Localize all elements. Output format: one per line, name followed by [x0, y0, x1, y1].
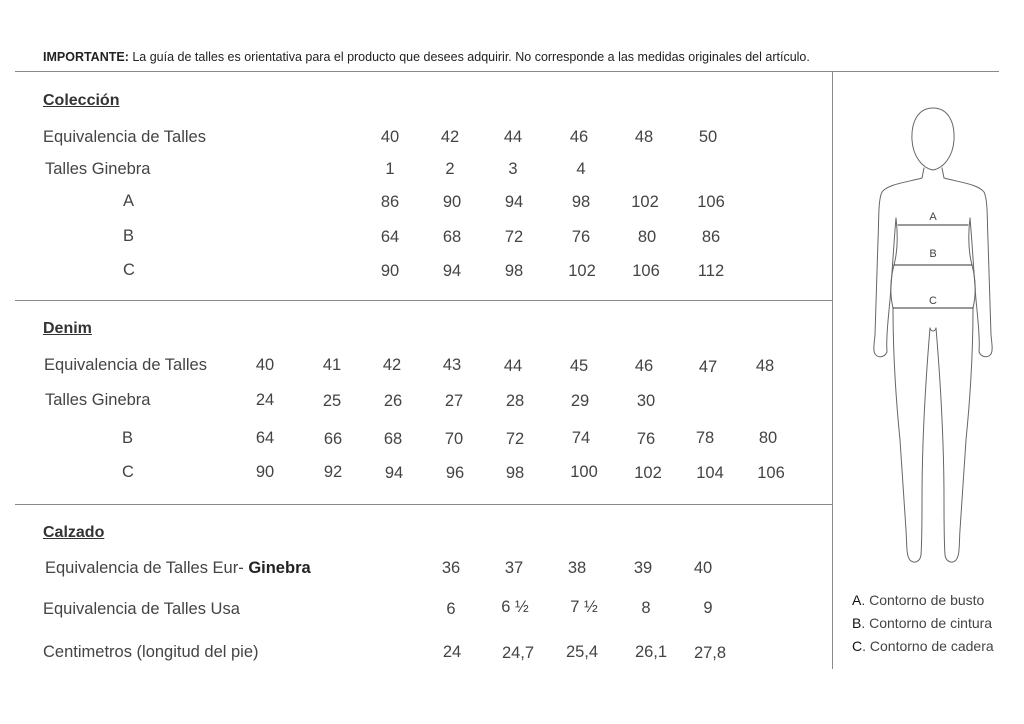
table-cell: 40: [693, 559, 713, 577]
table-cell: 29: [570, 392, 590, 410]
table-cell: 9: [703, 599, 713, 617]
denim-row-label: Equivalencia de Talles: [44, 356, 207, 374]
table-cell: 70: [444, 430, 464, 448]
table-cell: 78: [695, 429, 715, 447]
table-cell: 46: [634, 357, 654, 375]
denim-row-label: Talles Ginebra: [45, 391, 151, 409]
table-cell: 66: [323, 430, 343, 448]
notice-prefix: IMPORTANTE:: [43, 50, 129, 64]
table-cell: 38: [567, 559, 587, 577]
table-cell: 102: [631, 193, 659, 211]
table-cell: 41: [322, 356, 342, 374]
table-cell: 92: [323, 463, 343, 481]
table-cell: 1: [385, 160, 395, 178]
table-cell: 68: [442, 228, 462, 246]
table-cell: 80: [758, 429, 778, 447]
figure-left-torso: [891, 218, 897, 308]
table-cell: 37: [504, 559, 524, 577]
legend-item-b: [852, 615, 992, 631]
table-cell: 76: [571, 228, 591, 246]
table-cell: 94: [384, 464, 404, 482]
coleccion-row-label: C: [123, 261, 135, 279]
table-cell: 26: [383, 392, 403, 410]
table-cell: 86: [701, 228, 721, 246]
table-cell: 102: [568, 262, 596, 280]
table-cell: 24: [255, 391, 275, 409]
coleccion-title: Colección: [43, 92, 120, 109]
table-cell: 27: [444, 392, 464, 410]
legend-item-a: [852, 592, 984, 608]
coleccion-row-label: Equivalencia de Talles: [43, 128, 206, 146]
table-cell: 72: [504, 228, 524, 246]
table-cell: 94: [504, 193, 524, 211]
table-cell: 68: [383, 430, 403, 448]
coleccion-row-label: B: [123, 227, 135, 245]
calzado-title: Calzado: [43, 524, 105, 541]
table-cell: 48: [634, 128, 654, 146]
table-cell: 30: [636, 392, 656, 410]
table-cell: 74: [571, 429, 591, 447]
legend-text: . Contorno de cadera: [862, 638, 994, 654]
calzado-row-label-text: Equivalencia de Talles Eur-: [45, 559, 249, 577]
table-cell: 45: [569, 357, 589, 375]
table-cell: 90: [442, 193, 462, 211]
denim-title: Denim: [43, 320, 92, 337]
figure-head: [912, 108, 954, 170]
legend-letter: B: [852, 615, 862, 631]
marker-a: A: [929, 211, 937, 223]
legend-item-c: [852, 638, 994, 654]
table-cell: 25,4: [565, 643, 599, 661]
table-cell: 64: [255, 429, 275, 447]
coleccion-row-label: A: [123, 192, 135, 210]
table-cell: 6 ½: [501, 598, 529, 616]
table-cell: 8: [641, 599, 651, 617]
table-cell: 42: [440, 128, 460, 146]
figure-right-torso: [969, 218, 975, 308]
table-cell: 98: [571, 193, 591, 211]
figure-left-side: [874, 168, 924, 357]
calzado-row-label-bold: Ginebra: [248, 559, 311, 577]
legend-text: . Contorno de busto: [861, 592, 985, 608]
table-cell: 106: [757, 464, 785, 482]
table-cell: 98: [504, 262, 524, 280]
table-cell: 25: [322, 392, 342, 410]
table-cell: 28: [505, 392, 525, 410]
table-cell: 47: [698, 358, 718, 376]
table-cell: 98: [505, 464, 525, 482]
table-cell: 100: [570, 463, 598, 481]
calzado-row-label: Equivalencia de Talles Usa: [43, 600, 240, 618]
table-cell: 44: [503, 128, 523, 146]
table-cell: 102: [634, 464, 662, 482]
legend-letter: C: [852, 638, 863, 654]
table-cell: 72: [505, 430, 525, 448]
figure-right-side: [942, 168, 992, 357]
table-cell: 2: [445, 160, 455, 178]
table-cell: 46: [569, 128, 589, 146]
table-cell: 6: [446, 600, 456, 618]
table-cell: 106: [697, 193, 725, 211]
table-cell: 80: [637, 228, 657, 246]
table-cell: 24,7: [501, 644, 535, 662]
section-divider-1: [15, 300, 833, 301]
table-cell: 104: [696, 464, 724, 482]
table-cell: 112: [697, 262, 725, 280]
legend-letter: A: [852, 592, 862, 608]
denim-row-label: C: [122, 463, 134, 481]
top-divider: [15, 71, 999, 72]
table-cell: 64: [380, 228, 400, 246]
table-cell: 44: [503, 357, 523, 375]
table-cell: 42: [382, 356, 402, 374]
table-cell: 76: [636, 430, 656, 448]
denim-row-label: B: [122, 429, 134, 447]
table-cell: 48: [755, 357, 775, 375]
figure-right-leg: [936, 308, 973, 562]
table-cell: 36: [441, 559, 461, 577]
section-divider-2: [15, 504, 833, 505]
table-cell: 96: [445, 464, 465, 482]
table-cell: 94: [442, 262, 462, 280]
table-cell: 90: [380, 262, 400, 280]
table-cell: 27,8: [693, 644, 727, 662]
table-cell: 40: [255, 356, 275, 374]
important-notice: [43, 50, 810, 64]
table-cell: 7 ½: [570, 598, 598, 616]
notice-text: La guía de talles es orientativa para el producto que desees adquirir. No corresponde a las medidas originales del artículo.: [128, 50, 810, 64]
table-cell: 40: [380, 128, 400, 146]
table-cell: 106: [632, 262, 660, 280]
table-cell: 24: [442, 643, 462, 661]
body-figure-illustration: [838, 100, 1024, 580]
table-cell: 3: [508, 160, 518, 178]
coleccion-row-label: Talles Ginebra: [45, 160, 151, 178]
table-cell: 26,1: [634, 643, 668, 661]
calzado-row-label: [45, 559, 311, 578]
table-cell: 43: [442, 356, 462, 374]
table-cell: 86: [380, 193, 400, 211]
table-cell: 50: [698, 128, 718, 146]
table-cell: 39: [633, 559, 653, 577]
marker-b: B: [929, 248, 937, 260]
legend-text: . Contorno de cintura: [861, 615, 993, 631]
figure-divider: [832, 71, 833, 669]
figure-left-leg: [893, 308, 930, 562]
table-cell: 4: [576, 160, 586, 178]
table-cell: 90: [255, 463, 275, 481]
figure-crotch: [930, 328, 936, 331]
calzado-row-label: Centimetros (longitud del pie): [43, 643, 259, 661]
marker-c: C: [929, 295, 937, 307]
